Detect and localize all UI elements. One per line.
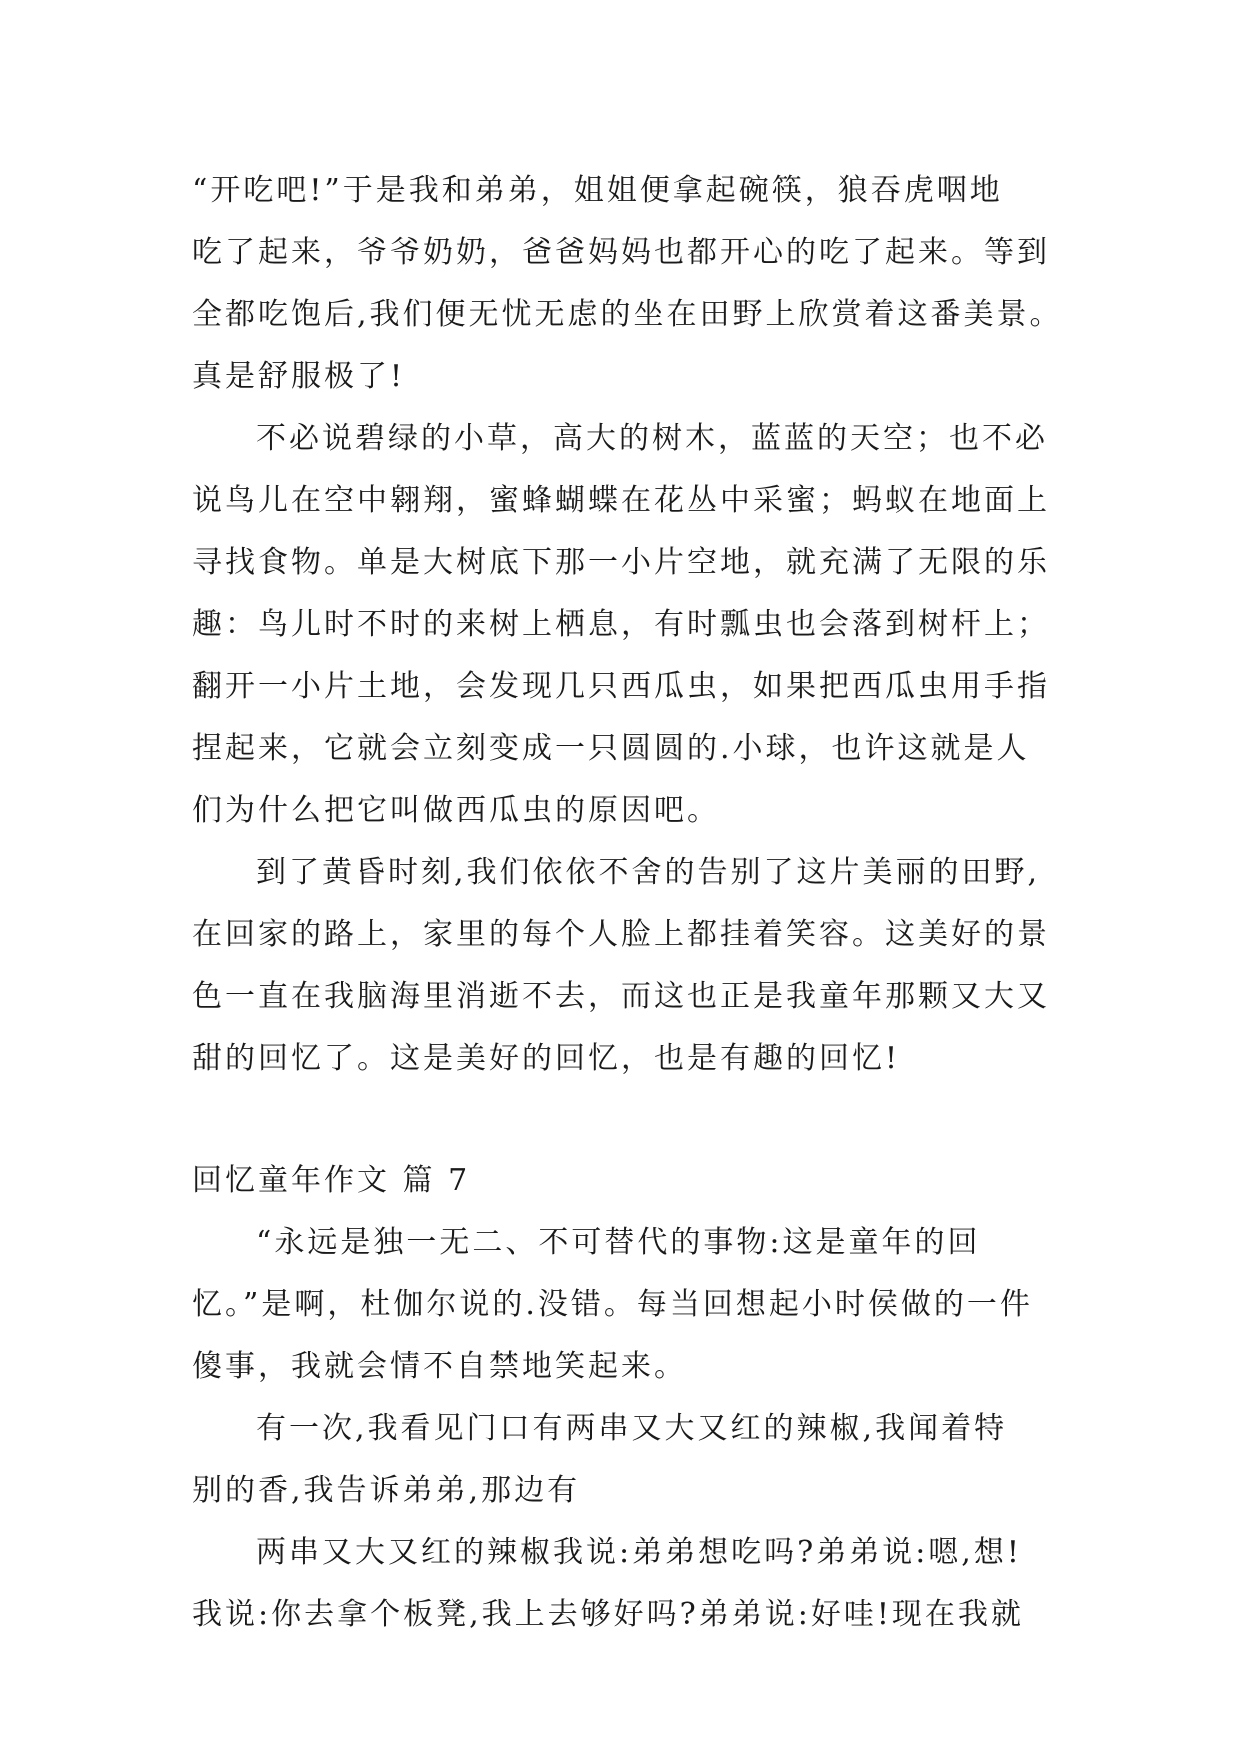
paragraph-line: 色一直在我脑海里消逝不去，而这也正是我童年那颗又大又 [192, 979, 1050, 1014]
paragraph-line: 真是舒服极了! [192, 359, 406, 394]
paragraph-line: 们为什么把它叫做西瓜虫的原因吧。 [192, 793, 720, 828]
paragraph-line: 不必说碧绿的小草，高大的树木，蓝蓝的天空；也不必 [256, 421, 1048, 456]
paragraph-line: 说鸟儿在空中翱翔，蜜蜂蝴蝶在花丛中采蜜；蚂蚁在地面上 [192, 483, 1050, 518]
paragraph-line: 傻事，我就会情不自禁地笑起来。 [192, 1349, 687, 1384]
paragraph-line: 我说:你去拿个板凳,我上去够好吗?弟弟说:好哇!现在我就 [192, 1597, 1024, 1632]
paragraph-line: 到了黄昏时刻,我们依依不舍的告别了这片美丽的田野, [256, 855, 1041, 890]
paragraph-line: 捏起来，它就会立刻变成一只圆圆的.小球，也许这就是人 [192, 731, 1030, 766]
paragraph-line: 全都吃饱后,我们便无忧无虑的坐在田野上欣赏着这番美景。 [192, 297, 1063, 332]
paragraph-line: 别的香,我告诉弟弟,那边有 [192, 1473, 581, 1508]
paragraph-4 [192, 1212, 1092, 1398]
paragraph-line: 翻开一小片土地，会发现几只西瓜虫，如果把西瓜虫用手指 [192, 669, 1050, 704]
paragraph-5 [192, 1398, 1092, 1522]
paragraph-line: 两串又大又红的辣椒我说:弟弟想吃吗?弟弟说:嗯,想! [256, 1535, 1022, 1570]
paragraph-line: 甜的回忆了。这是美好的回忆，也是有趣的回忆! [192, 1041, 901, 1076]
section-heading: 回忆童年作文 篇 7 [192, 1163, 471, 1198]
paragraph-2 [192, 408, 1092, 842]
paragraph-line: 有一次,我看见门口有两串又大又红的辣椒,我闻着特 [256, 1411, 1008, 1446]
section-spacer [192, 1090, 1092, 1150]
paragraph-line: 寻找食物。单是大树底下那一小片空地，就充满了无限的乐 [192, 545, 1050, 580]
document-body [192, 160, 1092, 1646]
paragraph-line: “开吃吧!”于是我和弟弟，姐姐便拿起碗筷，狼吞虎咽地 [192, 173, 1003, 208]
paragraph-line: “永远是独一无二、不可替代的事物:这是童年的回 [256, 1225, 981, 1260]
paragraph-1 [192, 160, 1092, 408]
paragraph-3 [192, 842, 1092, 1090]
paragraph-line: 吃了起来，爷爷奶奶，爸爸妈妈也都开心的吃了起来。等到 [192, 235, 1050, 270]
paragraph-6 [192, 1522, 1092, 1646]
paragraph-line: 趣：鸟儿时不时的来树上栖息，有时瓢虫也会落到树杆上； [192, 607, 1050, 642]
paragraph-line: 在回家的路上，家里的每个人脸上都挂着笑容。这美好的景 [192, 917, 1050, 952]
paragraph-line: 忆。”是啊，杜伽尔说的.没错。每当回想起小时侯做的一件 [192, 1287, 1033, 1322]
